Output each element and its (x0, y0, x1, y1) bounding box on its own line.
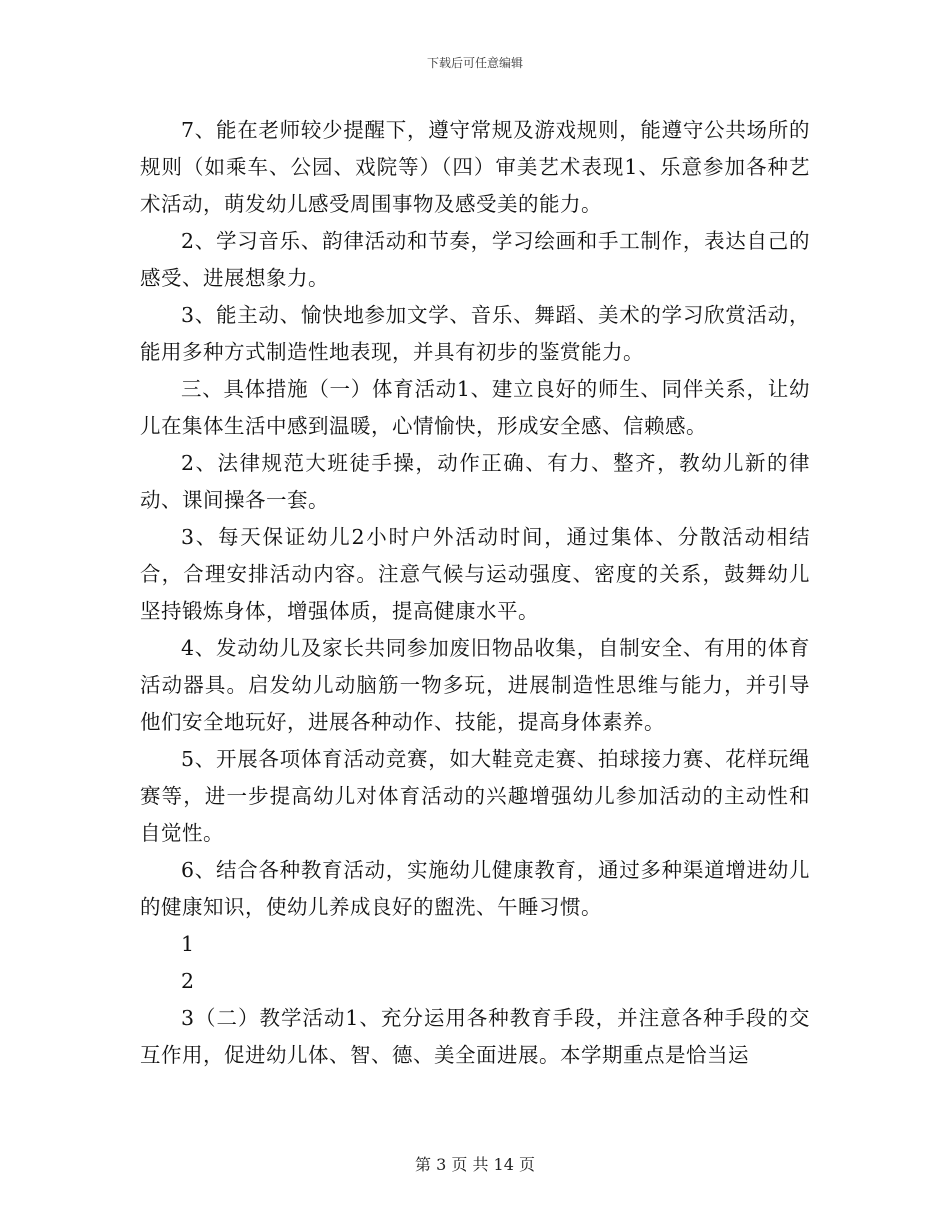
paragraph: 7、能在老师较少提醒下，遵守常规及游戏规则，能遵守公共场所的规则（如乘车、公园、戏院等）（四）审美艺术表现1、乐意参加各种艺术活动，萌发幼儿感受周围事物及感受美的能力。 (140, 118, 810, 216)
page-header-note: 下载后可任意编辑 (426, 56, 523, 70)
document-body (140, 112, 810, 1074)
paragraph: 4、发动幼儿及家长共同参加废旧物品收集，自制安全、有用的体育活动器具。启发幼儿动脑筋一物多玩，进展制造性思维与能力，并引导他们安全地玩好，进展各种动作、技能，提高身体素养。 (140, 636, 810, 734)
paragraph: 2 (181, 969, 195, 993)
paragraph: 三、具体措施（一）体育活动1、建立良好的师生、同伴关系，让幼儿在集体生活中感到温暖，心情愉快，形成安全感、信赖感。 (140, 377, 810, 438)
paragraph: 2、学习音乐、韵律活动和节奏，学习绘画和手工制作，表达自己的感受、进展想象力。 (140, 229, 810, 290)
page-number: 第 3 页 共 14 页 (415, 1155, 535, 1174)
paragraph: 3（二）教学活动1、充分运用各种教育手段，并注意各种手段的交互作用，促进幼儿体、智、德、美全面进展。本学期重点是恰当运 (140, 1006, 810, 1067)
paragraph: 2、法律规范大班徒手操，动作正确、有力、整齐，教幼儿新的律动、课间操各一套。 (140, 451, 810, 512)
paragraph: 3、能主动、愉快地参加文学、音乐、舞蹈、美术的学习欣赏活动，能用多种方式制造性地表现，并具有初步的鉴赏能力。 (140, 303, 810, 364)
paragraph: 6、结合各种教育活动，实施幼儿健康教育，通过多种渠道增进幼儿的健康知识，使幼儿养成良好的盥洗、午睡习惯。 (140, 858, 810, 919)
paragraph: 5、开展各项体育活动竞赛，如大鞋竞走赛、拍球接力赛、花样玩绳赛等，进一步提高幼儿对体育活动的兴趣增强幼儿参加活动的主动性和自觉性。 (140, 747, 810, 845)
paragraph: 1 (181, 932, 195, 956)
paragraph: 3、每天保证幼儿2小时户外活动时间，通过集体、分散活动相结合，合理安排活动内容。注意气候与运动强度、密度的关系，鼓舞幼儿坚持锻炼身体，增强体质，提高健康水平。 (140, 525, 810, 623)
